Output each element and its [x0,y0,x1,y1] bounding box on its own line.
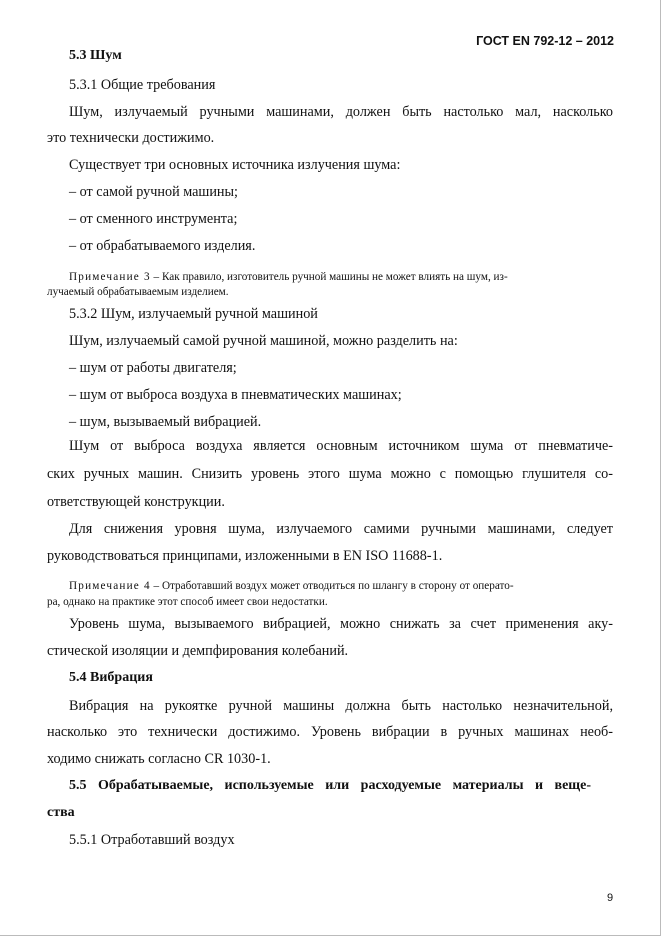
list-item: – шум от выброса воздуха в пневматических машинах; [69,387,402,403]
subsection-exhaust-air: 5.5.1 Отработавший воздух [69,832,235,848]
subsection-general-requirements: 5.3.1 Общие требования [69,77,216,93]
document-code-header: ГОСТ EN 792-12 – 2012 [476,34,614,48]
list-item: – от самой ручной машины; [69,184,238,200]
paragraph-line: ходимо снижать согласно CR 1030-1. [47,751,271,767]
section-heading-materials-cont: ства [47,805,75,820]
note-label: Примечание 4 [69,580,151,592]
section-heading-noise: 5.3 Шум [69,48,122,63]
note-line: ра, однако на практике этот способ имеет свои недостатки. [47,596,328,608]
note-line [69,270,508,284]
paragraph-line: стической изоляции и демпфирования колебаний. [47,643,349,659]
list-item: – от обрабатываемого изделия. [69,238,256,254]
paragraph-line: это технически достижимо. [47,130,215,146]
paragraph-line: руководствоваться принципами, изложенными в EN ISO 11688-1. [47,548,443,564]
subsection-machine-noise: 5.3.2 Шум, излучаемый ручной машиной [69,306,318,322]
paragraph-line: ответствующей конструкции. [47,494,225,510]
paragraph-line: Уровень шума, вызываемого вибрацией, можно снижать за счет применения аку- [69,616,613,632]
paragraph-line: Существует три основных источника излучения шума: [69,157,401,173]
note-line [69,579,514,593]
paragraph-line: ских ручных машин. Снизить уровень этого шума можно с помощью глушителя со- [47,466,613,482]
note-text: – Как правило, изготовитель ручной машины не может влиять на шум, из- [153,271,508,283]
list-item: – шум, вызываемый вибрацией. [69,414,262,430]
list-item: – шум от работы двигателя; [69,360,237,376]
paragraph-line: Вибрация на рукоятке ручной машины должна быть настолько незначительной, [69,698,613,714]
note-line: лучаемый обрабатываемым изделием. [47,286,229,298]
note-label: Примечание 3 [69,271,151,283]
paragraph-line: Шум, излучаемый самой ручной машиной, можно разделить на: [69,333,458,349]
paragraph-line: Для снижения уровня шума, излучаемого самими ручными машинами, следует [69,521,613,537]
paragraph-line: Шум от выброса воздуха является основным источником шума от пневматиче- [69,438,613,454]
page-number: 9 [607,892,614,904]
paragraph-line: насколько это технически достижимо. Уровень вибрации в ручных машинах необ- [47,724,613,740]
section-heading-vibration: 5.4 Вибрация [69,670,153,685]
list-item: – от сменного инструмента; [69,211,238,227]
paragraph-line: Шум, излучаемый ручными машинами, должен быть настолько мал, насколько [69,104,613,120]
note-text: – Отработавший воздух может отводиться по шлангу в сторону от операто- [153,580,514,592]
section-heading-materials: 5.5 Обрабатываемые, используемые или расходуемые материалы и веще- [69,778,591,793]
